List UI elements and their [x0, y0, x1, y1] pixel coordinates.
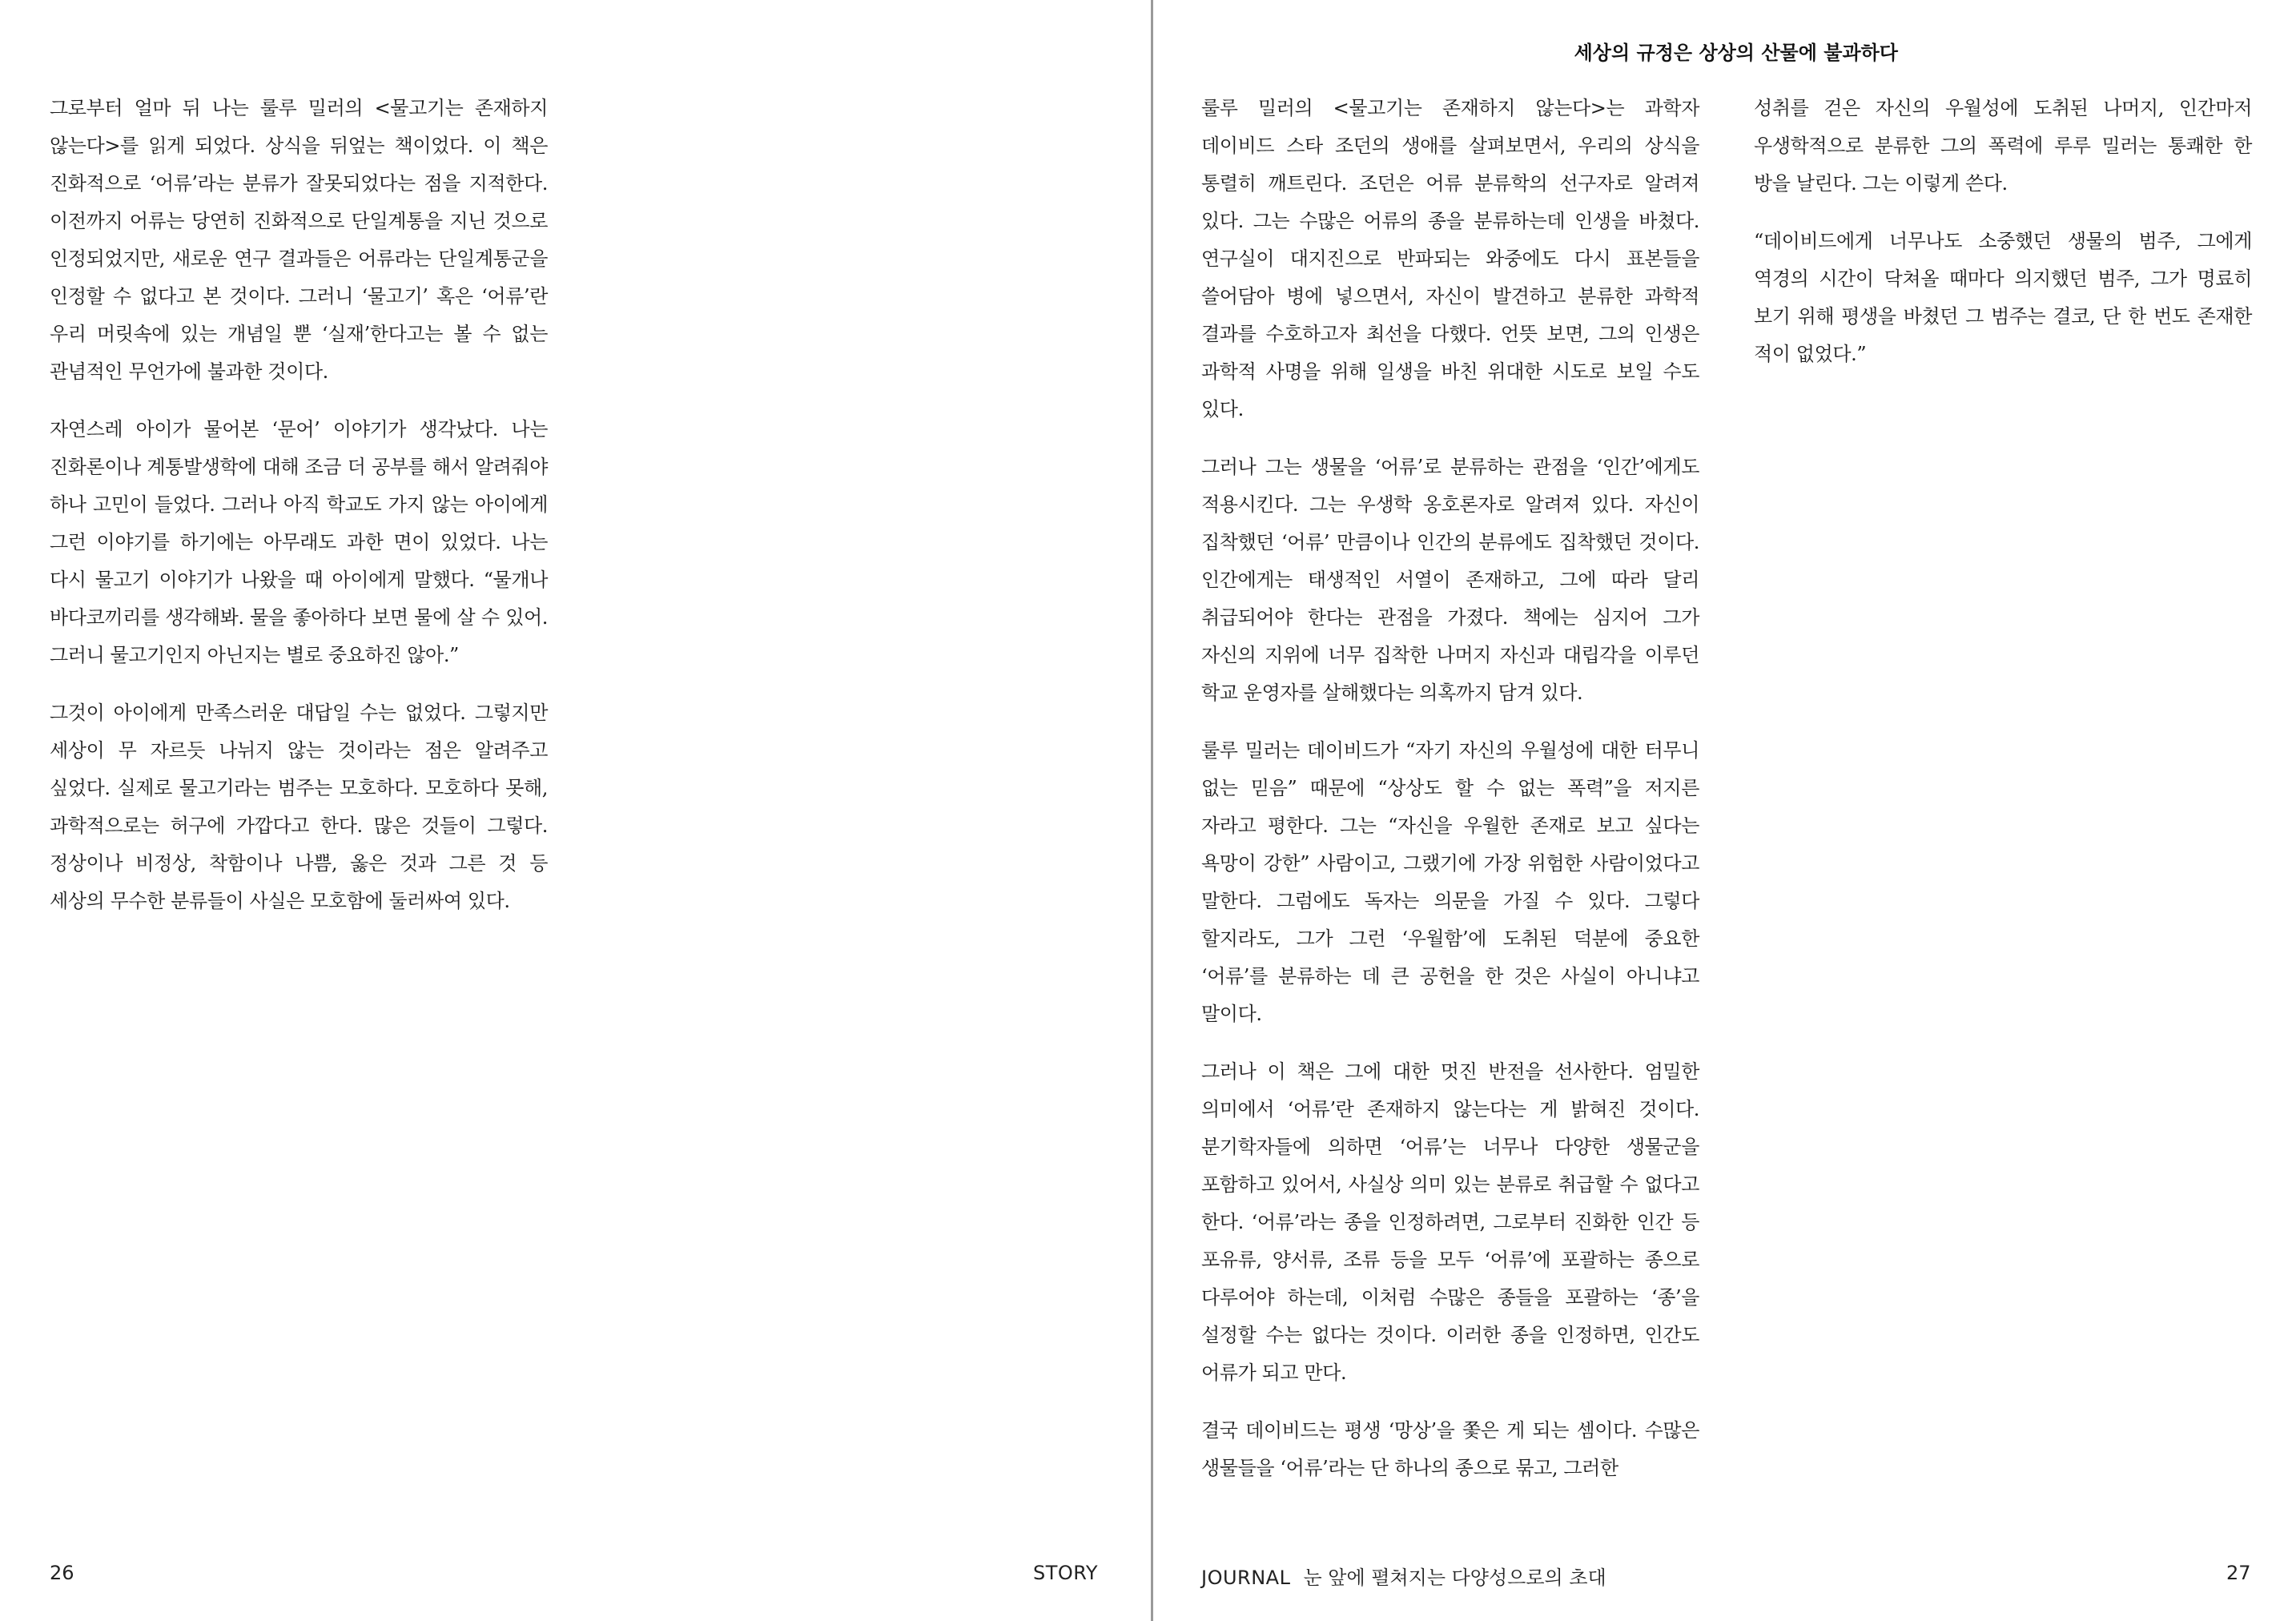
right-page-middle-column: [1201, 90, 1699, 1507]
right-footer: [1201, 1562, 1606, 1590]
middle-paragraph-5: 결국 데이비드는 평생 ‘망상’을 쫓은 게 되는 셈이다. 수많은 생물들을 ‘어류’라는 단 하나의 종으로 묶고, 그러한: [1201, 1419, 1699, 1479]
middle-paragraph-2: 그러나 그는 생물을 ‘어류’로 분류하는 관점을 ‘인간’에게도 적용시킨다. 그는 우생학 옹호론자로 알려져 있다. 자신이 집착했던 ‘어류’ 만큼이나 인간의 분류에도 집착했던 것이다. 인간에게는 태생적인 서열이 존재하고, 그에 따라 달리 취급되어야 한다는 관점을 가졌다. 책에는 심지어 그가 자신의 지위에 너무 집착한 나머지 자신과 대립각을 이루던 학교 운영자를 살해했다는 의혹까지 담겨 있다.: [1201, 456, 1699, 704]
left-paragraph-3: 그것이 아이에게 만족스러운 대답일 수는 없었다. 그렇지만 세상이 무 자르듯 나뉘지 않는 것이라는 점은 알려주고 싶었다. 실제로 물고기라는 범주는 모호하다. 모호하다 못해, 과학적으로는 허구에 가깝다고 한다. 많은 것들이 그렇다. 정상이나 비정상, 착함이나 나쁨, 옳은 것과 그른 것 등 세상의 무수한 분류들이 사실은 모호함에 둘러싸여 있다.: [50, 702, 548, 912]
left-page-number: 26: [50, 1562, 74, 1584]
middle-paragraph-3: 룰루 밀러는 데이비드가 “자기 자신의 우월성에 대한 터무니 없는 믿음” 때문에 “상상도 할 수 없는 폭력”을 저지른 자라고 평한다. 그는 “자신을 우월한 존재로 보고 싶다는 욕망이 강한” 사람이고, 그랬기에 가장 위험한 사람이었다고 말한다. 그럼에도 독자는 의문을 가질 수 있다. 그렇다 할지라도, 그가 그런 ‘우월함’에 도취된 덕분에 중요한 ‘어류’를 분류하는 데 큰 공헌을 한 것은 사실이 아니냐고 말이다.: [1201, 739, 1699, 1025]
middle-paragraph-4: 그러나 이 책은 그에 대한 멋진 반전을 선사한다. 엄밀한 의미에서 ‘어류’란 존재하지 않는다는 게 밝혀진 것이다. 분기학자들에 의하면 ‘어류’는 너무나 다양한 생물군을 포함하고 있어서, 사실상 의미 있는 분류로 취급할 수 없다고 한다. ‘어류’라는 종을 인정하려면, 그로부터 진화한 인간 등 포유류, 양서류, 조류 등을 모두 ‘어류’에 포괄하는 종으로 다루어야 하는데, 이처럼 수많은 종들을 포괄하는 ‘종’을 설정할 수는 없다는 것이다. 이러한 종을 인정하면, 인간도 어류가 되고 만다.: [1201, 1060, 1699, 1384]
left-page-body: [50, 90, 548, 940]
right-page-number: 27: [2226, 1562, 2251, 1584]
page-gutter-divider: [1151, 0, 1153, 1621]
right-paragraph-1: 성취를 걷은 자신의 우월성에 도취된 나머지, 인간마저 우생학적으로 분류한 그의 폭력에 루루 밀러는 통쾌한 한 방을 날린다. 그는 이렇게 쓴다.: [1754, 97, 2252, 195]
right-section-label: JOURNAL: [1201, 1567, 1291, 1589]
middle-paragraph-1: 룰루 밀러의 <물고기는 존재하지 않는다>는 과학자 데이비드 스타 조던의 생애를 살펴보면서, 우리의 상식을 통렬히 깨트린다. 조던은 어류 분류학의 선구자로 알려져 있다. 그는 수많은 어류의 종을 분류하는데 인생을 바쳤다. 연구실이 대지진으로 반파되는 와중에도 다시 표본들을 쓸어담아 병에 넣으면서, 자신이 발견하고 분류한 과학적 결과를 수호하고자 최선을 다했다. 언뜻 보면, 그의 인생은 과학적 사명을 위해 일생을 바친 위대한 시도로 보일 수도 있다.: [1201, 97, 1699, 420]
left-paragraph-2: 자연스레 아이가 물어본 ‘문어’ 이야기가 생각났다. 나는 진화론이나 계통발생학에 대해 조금 더 공부를 해서 알려줘야 하나 고민이 들었다. 그러나 아직 학교도 가지 않는 아이에게 그런 이야기를 하기에는 아무래도 과한 면이 있었다. 나는 다시 물고기 이야기가 나왔을 때 아이에게 말했다. “물개나 바다코끼리를 생각해봐. 물을 좋아하다 보면 물에 살 수 있어. 그러니 물고기인지 아닌지는 별로 중요하진 않아.”: [50, 418, 548, 666]
left-section-label: STORY: [1033, 1562, 1099, 1584]
right-page-right-column: [1754, 90, 2252, 393]
left-paragraph-1: 그로부터 얼마 뒤 나는 룰루 밀러의 <물고기는 존재하지 않는다>를 읽게 되었다. 상식을 뒤엎는 책이었다. 이 책은 진화적으로 ‘어류’라는 분류가 잘못되었다는 점을 지적한다. 이전까지 어류는 당연히 진화적으로 단일계통을 지닌 것으로 인정되었지만, 새로운 연구 결과들은 어류라는 단일계통군을 인정할 수 없다고 본 것이다. 그러니 ‘물고기’ 혹은 ‘어류’란 우리 머릿속에 있는 개념일 뿐 ‘실재’한다고는 볼 수 없는 관념적인 무언가에 불과한 것이다.: [50, 97, 548, 383]
right-footer-title: 눈 앞에 펼쳐지는 다양성으로의 초대: [1303, 1567, 1606, 1589]
right-paragraph-quote: “데이비드에게 너무나도 소중했던 생물의 범주, 그에게 역경의 시간이 닥쳐올 때마다 의지했던 범주, 그가 명료히 보기 위해 평생을 바쳤던 그 범주는 결코, 단 한 번도 존재한 적이 없었다.”: [1754, 230, 2252, 365]
running-head-title: 세상의 규정은 상상의 산물에 불과하다: [1574, 42, 1898, 64]
